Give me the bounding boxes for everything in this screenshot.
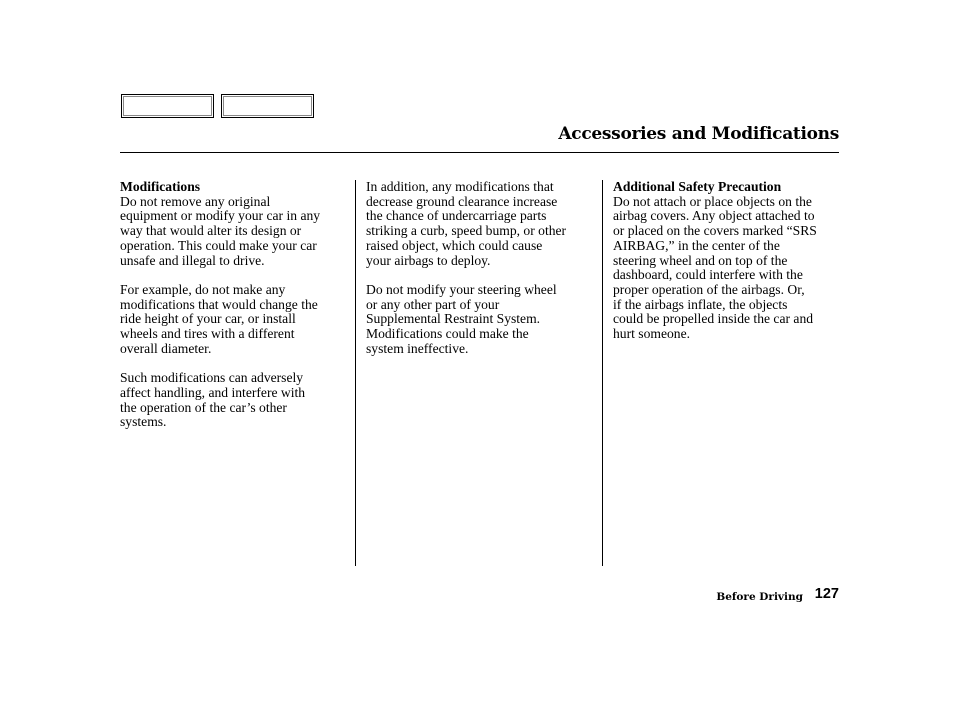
text-line: In addition, any modifications that [366, 179, 554, 194]
text-line: Modifications could make the [366, 326, 529, 342]
text-line: wheels and tires with a different [120, 326, 295, 342]
text-line: the operation of the car’s other [120, 399, 287, 415]
title-rule [120, 152, 839, 153]
text-line: airbag covers. Any object attached to [613, 208, 815, 224]
nav-next-button[interactable] [221, 94, 314, 118]
text-line: or placed on the covers marked “SRS [613, 223, 817, 239]
text-line: proper operation of the airbags. Or, [613, 281, 805, 297]
paragraph [366, 180, 596, 268]
text-line: Supplemental Restraint System. [366, 311, 541, 327]
column-modifications-continued [366, 180, 596, 371]
text-line: the chance of undercarriage parts [366, 208, 547, 224]
text-line: modifications that would change the [120, 296, 318, 312]
column-modifications [120, 180, 348, 445]
text-line: system ineffective. [366, 340, 469, 356]
text-line: if the airbags inflate, the objects [613, 296, 788, 312]
text-line: Do not attach or place objects on the [613, 193, 812, 209]
text-line: For example, do not make any [120, 281, 286, 297]
column-divider [602, 180, 603, 566]
text-line: unsafe and illegal to drive. [120, 252, 265, 268]
section-heading-additional-safety: Additional Safety Precaution [613, 179, 782, 194]
text-line: systems. [120, 414, 167, 430]
text-line: could be propelled inside the car and [613, 311, 814, 327]
text-line: dashboard, could interfere with the [613, 267, 803, 283]
text-line: affect handling, and interfere with [120, 384, 306, 400]
text-line: decrease ground clearance increase [366, 193, 558, 209]
text-line: your airbags to deploy. [366, 252, 491, 268]
text-line: operation. This could make your car [120, 237, 317, 253]
nav-prev-button[interactable] [121, 94, 214, 118]
text-line: raised object, which could cause [366, 237, 543, 253]
text-line: striking a curb, speed bump, or other [366, 223, 567, 239]
text-line: Such modifications can adversely [120, 370, 304, 386]
page-number: 127 [814, 586, 839, 602]
text-line: overall diameter. [120, 340, 212, 356]
footer-section-link[interactable]: Before Driving [716, 591, 803, 603]
column-additional-safety [613, 180, 845, 356]
text-line: AIRBAG,” in the center of the [613, 237, 780, 253]
paragraph [120, 371, 348, 430]
page-title: Accessories and Modifications [558, 124, 839, 144]
text-line: hurt someone. [613, 326, 691, 342]
paragraph [613, 195, 845, 342]
text-line: equipment or modify your car in any [120, 208, 321, 224]
paragraph [120, 195, 348, 269]
text-line: Do not remove any original [120, 193, 271, 209]
text-line: ride height of your car, or install [120, 311, 296, 327]
text-line: way that would alter its design or [120, 223, 302, 239]
column-divider [355, 180, 356, 566]
paragraph [366, 283, 596, 357]
text-line: Do not modify your steering wheel [366, 281, 557, 297]
paragraph [120, 283, 348, 357]
text-line: or any other part of your [366, 296, 500, 312]
section-heading-modifications: Modifications [120, 179, 201, 194]
text-line: steering wheel and on top of the [613, 252, 788, 268]
